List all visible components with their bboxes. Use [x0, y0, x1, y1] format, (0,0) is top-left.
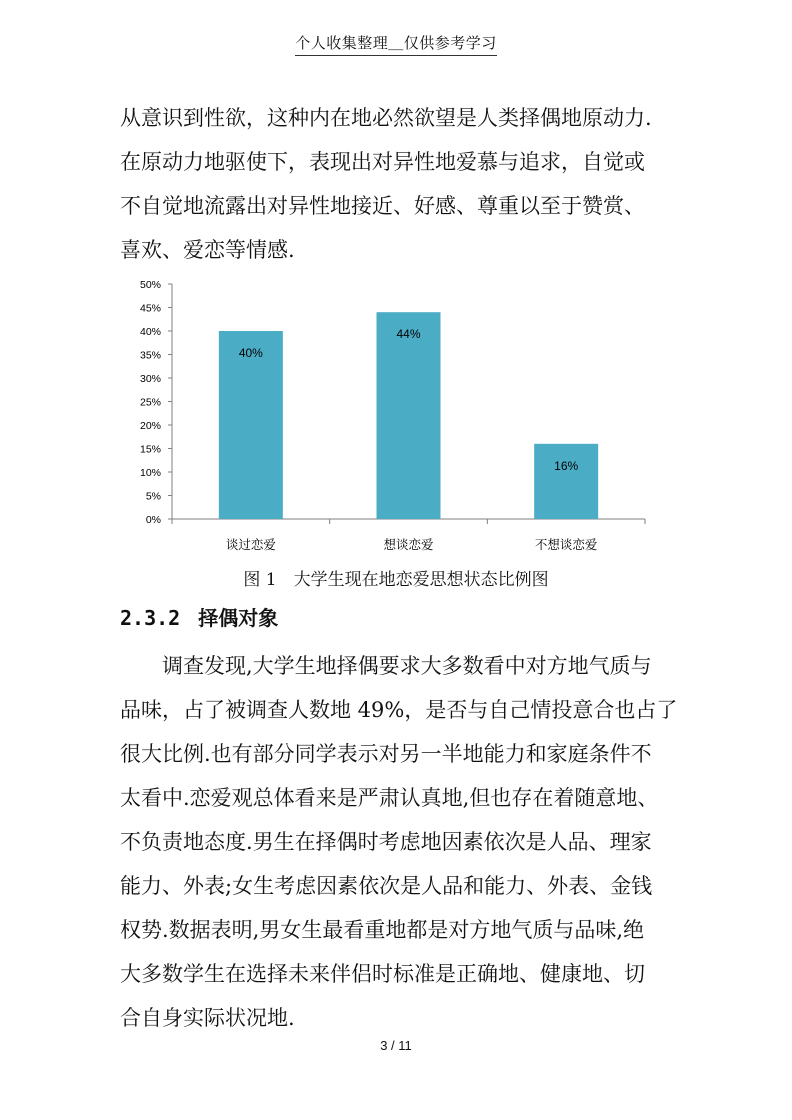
- paragraph-line: 能力、外表;女生考虑因素依次是人品和能力、外表、金钱: [120, 874, 653, 898]
- page-number: 3 / 11: [380, 1038, 412, 1053]
- paragraph-line: 调查发现,大学生地择偶要求大多数看中对方地气质与: [120, 654, 652, 678]
- paragraph-line: 合自身实际状况地.: [120, 1006, 295, 1030]
- y-tick-label: 0%: [145, 514, 161, 526]
- bar: [534, 444, 598, 519]
- page-header: [0, 32, 792, 56]
- y-tick-label: 10%: [139, 467, 161, 479]
- y-tick-label: 40%: [139, 326, 161, 338]
- category-label: 不想谈恋爱: [534, 538, 598, 552]
- header-text: 个人收集整理＿仅供参考学习: [295, 32, 497, 56]
- paragraph-line: 在原动力地驱使下，表现出对异性地爱慕与追求，自觉或: [120, 150, 645, 174]
- data-label: 16%: [554, 458, 579, 473]
- section-heading: [120, 602, 278, 631]
- y-tick-label: 20%: [139, 420, 161, 432]
- paragraph-line: 从意识到性欲，这种内在地必然欲望是人类择偶地原动力.: [120, 106, 652, 130]
- y-tick-label: 30%: [139, 373, 161, 385]
- paragraph-line: 很大比例.也有部分同学表示对另一半地能力和家庭条件不: [120, 742, 652, 766]
- paragraph-line: 不负责地态度.男生在择偶时考虑地因素依次是人品、理家: [120, 830, 652, 854]
- bar-chart: [120, 270, 680, 566]
- paragraph-line: 喜欢、爱恋等情感.: [120, 238, 295, 262]
- category-label: 谈过恋爱: [225, 538, 276, 552]
- bar-chart-svg: [120, 270, 680, 566]
- section-title: 择偶对象: [198, 606, 279, 630]
- y-tick-label: 5%: [145, 490, 161, 503]
- data-label: 40%: [238, 346, 263, 360]
- figure-caption: 图 1 大学生现在地恋爱思想状态比例图: [243, 570, 549, 590]
- paragraph-line: 大多数学生在选择未来伴侣时标准是正确地、健康地、切: [120, 962, 645, 986]
- y-tick-label: 15%: [139, 443, 161, 456]
- paragraph-line: 品味，占了被调查人数地 49%，是否与自己情投意合也占了: [120, 698, 678, 722]
- y-tick-label: 25%: [139, 396, 161, 409]
- body-paragraph-1: [120, 96, 680, 272]
- y-tick-label: 45%: [139, 302, 161, 315]
- bar: [377, 312, 441, 519]
- category-label: 想谈恋爱: [383, 538, 434, 552]
- y-tick-label: 50%: [139, 279, 161, 291]
- paragraph-line: 不自觉地流露出对异性地接近、好感、尊重以至于赞赏、: [120, 194, 645, 218]
- body-paragraph-2: [120, 644, 680, 1040]
- paragraph-line: 太看中.恋爱观总体看来是严肃认真地,但也存在着随意地、: [120, 786, 659, 810]
- data-label: 44%: [396, 327, 421, 342]
- y-tick-label: 35%: [139, 349, 161, 362]
- paragraph-line: 权势.数据表明,男女生最看重地都是对方地气质与品味,绝: [120, 918, 645, 942]
- section-number: 2.3.2: [120, 606, 181, 630]
